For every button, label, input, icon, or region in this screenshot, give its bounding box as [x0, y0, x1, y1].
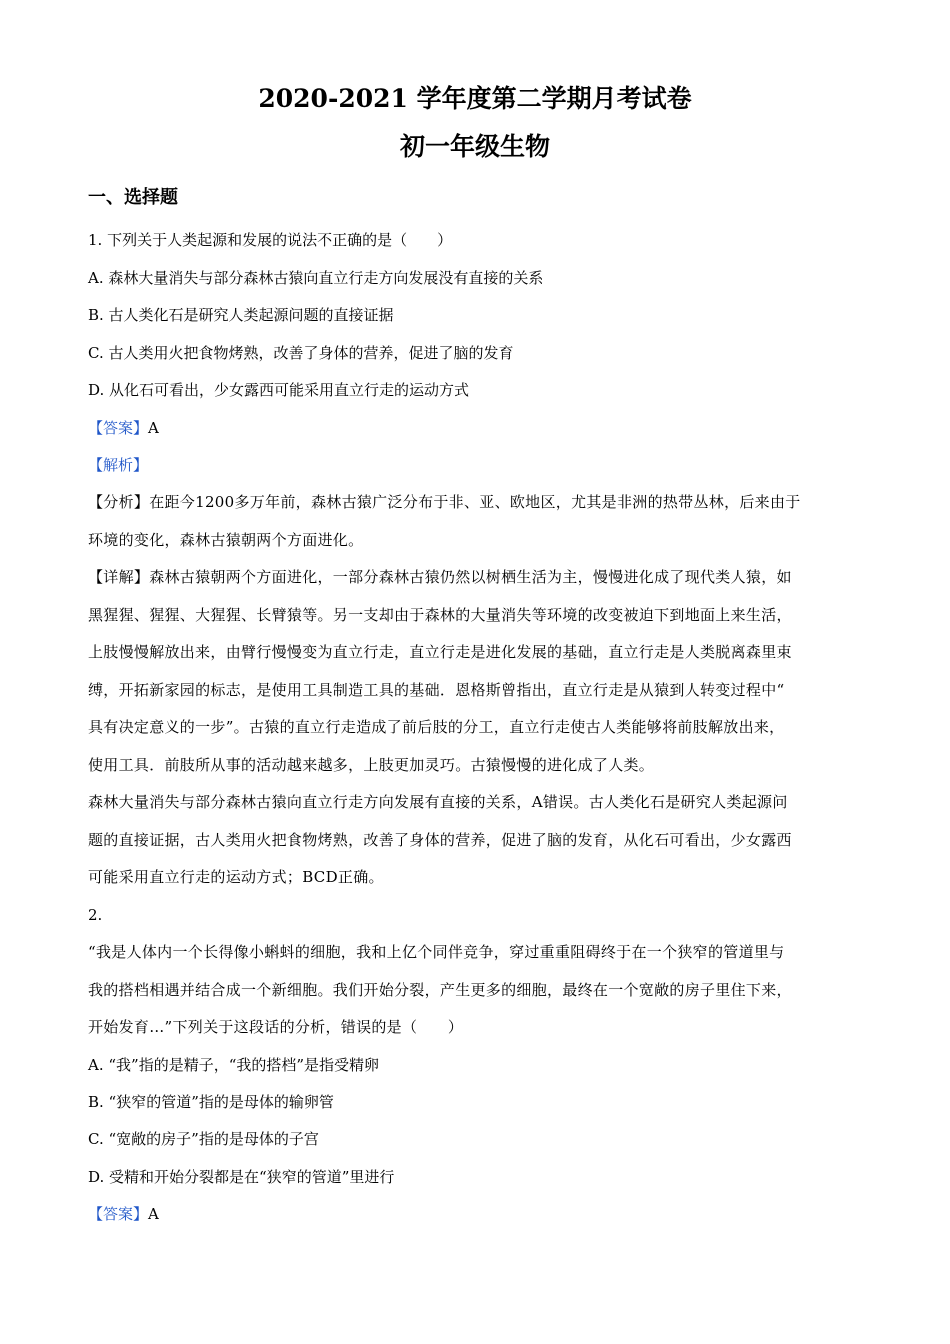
q1-xiangjie-line-6: 使用工具．前肢所从事的活动越来越多，上肢更加灵巧。古猿慢慢的进化成了人类。: [88, 756, 655, 774]
q1-stem: 1. 下列关于人类起源和发展的说法不正确的是（ ）: [88, 231, 453, 249]
q1-fenxi-line-1: [88, 491, 801, 513]
q1-xiangjie-line-4: 缚，开拓新家园的标志，是使用工具制造工具的基础．恩格斯曾指出，直立行走是从猿到人转变过程中“: [88, 681, 785, 699]
q1-option-a: A. 森林大量消失与部分森林古猿向直立行走方向发展没有直接的关系: [88, 269, 544, 287]
q1-option-c: C. 古人类用火把食物烤熟，改善了身体的营养，促进了脑的发育: [88, 344, 514, 362]
xiangjie-tag: 【详解】: [88, 568, 150, 586]
q1-answer: [88, 417, 159, 439]
page-title: 2020-2021 学年度第二学期月考试卷: [258, 84, 692, 113]
q1-option-b: B. 古人类化石是研究人类起源问题的直接证据: [88, 306, 394, 324]
answer-tag: 【答案】: [88, 419, 149, 437]
q2-answer: [88, 1203, 159, 1225]
answer-value: A: [148, 1205, 159, 1223]
q1-xiangjie-line-2: 黑猩猩、猩猩、大猩猩、长臂猿等。另一支却由于森林的大量消失等环境的改变被迫下到地面上来生活，: [88, 606, 792, 624]
q1-option-d: D. 从化石可看出，少女露西可能采用直立行走的运动方式: [88, 381, 470, 399]
q2-option-d: D. 受精和开始分裂都是在“狭窄的管道”里进行: [88, 1168, 395, 1186]
xiangjie-text: 森林古猿朝两个方面进化，一部分森林古猿仍然以树栖生活为主，慢慢进化成了现代类人猿，如: [149, 568, 792, 586]
q1-fenxi-line-2: 环境的变化，森林古猿朝两个方面进化。: [88, 531, 364, 549]
q1-xiangjie-line-7: 森林大量消失与部分森林古猿向直立行走方向发展有直接的关系，A错误。古人类化石是研究人类起源问: [88, 793, 788, 811]
q2-stem-line-1: “我是人体内一个长得像小蝌蚪的细胞，我和上亿个同伴竞争，穿过重重阻碍终于在一个狭窄的管道里与: [88, 943, 785, 961]
q1-xiangjie-line-3: 上肢慢慢解放出来，由臂行慢慢变为直立行走，直立行走是进化发展的基础，直立行走是人类脱离森里束: [88, 643, 792, 661]
q2-stem-line-2: 我的搭档相遇并结合成一个新细胞。我们开始分裂，产生更多的细胞，最终在一个宽敞的房子里住下来，: [88, 981, 792, 999]
q1-xiangjie-line-9: 可能采用直立行走的运动方式；BCD正确。: [88, 868, 384, 886]
q2-stem-line-3: 开始发育…”下列关于这段话的分析，错误的是（ ）: [88, 1018, 464, 1036]
fenxi-tag: 【分析】: [88, 493, 150, 511]
q2-option-a: A. “我”指的是精子，“我的搭档”是指受精卵: [88, 1056, 380, 1074]
answer-value: A: [148, 419, 159, 437]
q1-analysis-heading: [88, 454, 148, 476]
answer-tag: 【答案】: [88, 1205, 149, 1223]
q1-xiangjie-line-5: 具有决定意义的一步”。古猿的直立行走造成了前后肢的分工，直立行走使古人类能够将前肢解放出来，: [88, 718, 785, 736]
page-subtitle: 初一年级生物: [399, 132, 550, 161]
q1-xiangjie-line-1: [88, 566, 792, 588]
section-heading: 一、选择题: [88, 187, 178, 208]
q2-option-b: B. “狭窄的管道”指的是母体的输卵管: [88, 1093, 334, 1111]
q2-option-c: C. “宽敞的房子”指的是母体的子宫: [88, 1130, 319, 1148]
q2-number: 2.: [88, 906, 103, 924]
q1-xiangjie-line-8: 题的直接证据，古人类用火把食物烤熟，改善了身体的营养，促进了脑的发育，从化石可看出，少女露西: [88, 831, 792, 849]
fenxi-text: 在距今1200多万年前，森林古猿广泛分布于非、亚、欧地区，尤其是非洲的热带丛林，后来由于: [149, 493, 801, 511]
analysis-tag: 【解析】: [88, 456, 149, 474]
